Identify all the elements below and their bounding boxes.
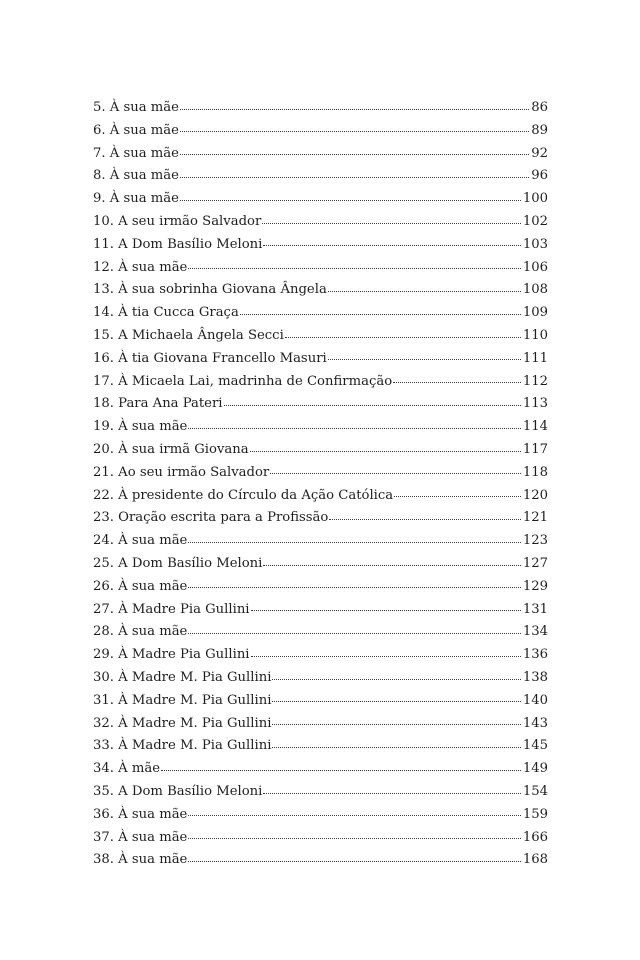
toc-entry-page-number: 145 [522,738,548,754]
toc-entry [93,462,548,485]
toc-entry [93,690,548,713]
toc-entry-page-number: 103 [522,236,548,252]
toc-entry-page-number: 111 [522,350,548,366]
toc-entry-page-number: 168 [522,852,548,868]
toc-entry-page-number: 121 [522,510,548,526]
toc-entry-title: 18. Para Ana Pateri [93,396,223,412]
dot-leader [188,417,520,430]
toc-entry-title: 19. À sua mãe [93,419,188,435]
toc-entry [93,781,548,804]
toc-entry-page-number: 89 [531,122,548,138]
dot-leader [263,554,520,567]
toc-entry-page-number: 149 [522,761,548,777]
dot-leader [188,577,520,590]
dot-leader [393,371,521,384]
toc-entry [93,713,548,736]
toc-entry-page-number: 154 [522,783,548,799]
toc-entry [93,644,548,667]
toc-entry-title: 15. A Michaela Ângela Secci [93,327,284,343]
toc-entry-page-number: 113 [522,396,548,412]
toc-entry-page-number: 134 [522,624,548,640]
dot-leader [224,394,521,407]
toc-entry [93,599,548,622]
toc-entry-page-number: 108 [522,282,548,298]
toc-entry [93,849,548,872]
toc-entry [93,302,548,325]
toc-entry [93,234,548,257]
dot-leader [328,280,521,293]
table-of-contents [93,97,548,872]
toc-entry-title: 17. À Micaela Lai, madrinha de Confirmação [93,373,393,389]
toc-entry [93,257,548,280]
toc-entry [93,416,548,439]
toc-entry-title: 20. À sua irmã Giovana [93,441,249,457]
toc-entry-title: 25. A Dom Basílio Meloni [93,555,263,571]
toc-entry [93,530,548,553]
toc-entry-page-number: 109 [522,305,548,321]
toc-entry-page-number: 114 [522,419,548,435]
toc-entry-page-number: 92 [531,145,548,161]
toc-entry-title: 21. Ao seu irmão Salvador [93,464,270,480]
toc-entry [93,120,548,143]
toc-entry-title: 38. À sua mãe [93,852,188,868]
toc-entry-page-number: 120 [522,487,548,503]
toc-entry [93,485,548,508]
toc-entry [93,188,548,211]
toc-entry-page-number: 136 [522,647,548,663]
toc-entry-title: 7. À sua mãe [93,145,179,161]
toc-entry [93,439,548,462]
toc-entry-page-number: 117 [522,441,548,457]
toc-entry-page-number: 131 [522,601,548,617]
toc-entry-title: 11. A Dom Basílio Meloni [93,236,263,252]
toc-entry-title: 5. À sua mãe [93,100,179,115]
toc-entry-title: 23. Oração escrita para a Profissão [93,510,329,526]
toc-entry-title: 9. À sua mãe [93,191,179,207]
dot-leader [285,326,521,339]
dot-leader [328,349,521,362]
toc-entry-title: 8. À sua mãe [93,168,179,184]
toc-entry-title: 33. À Madre M. Pia Gullini [93,738,272,754]
toc-entry-title: 10. A seu irmão Salvador [93,213,262,229]
toc-entry-title: 35. A Dom Basílio Meloni [93,783,263,799]
toc-entry [93,165,548,188]
dot-leader [180,98,529,111]
toc-entry [93,621,548,644]
toc-entry-title: 26. À sua mãe [93,578,188,594]
dot-leader [240,303,521,316]
toc-entry-title: 14. À tia Cucca Graça [93,305,239,321]
dot-leader [272,668,520,681]
toc-entry-title: 37. À sua mãe [93,829,188,845]
toc-entry [93,211,548,234]
toc-entry [93,667,548,690]
dot-leader [263,782,520,795]
toc-entry-page-number: 138 [522,669,548,685]
dot-leader [161,759,521,772]
toc-entry-page-number: 118 [522,464,548,480]
dot-leader [180,166,529,179]
toc-entry-page-number: 123 [522,533,548,549]
toc-entry-title: 6. À sua mãe [93,122,179,138]
toc-entry [93,553,548,576]
dot-leader [180,189,521,202]
dot-leader [180,143,529,156]
toc-entry-title: 27. À Madre Pia Gullini [93,601,250,617]
toc-entry-title: 30. À Madre M. Pia Gullini [93,669,272,685]
toc-entry-title: 16. À tia Giovana Francello Masuri [93,350,327,366]
toc-entry-title: 32. À Madre M. Pia Gullini [93,715,272,731]
dot-leader [180,121,529,134]
toc-entry-page-number: 106 [522,259,548,275]
toc-entry-page-number: 129 [522,578,548,594]
dot-leader [250,440,521,453]
dot-leader [188,827,520,840]
toc-entry-page-number: 102 [522,213,548,229]
toc-entry [93,827,548,850]
toc-entry [93,371,548,394]
toc-entry [93,393,548,416]
toc-entry-title: 36. À sua mãe [93,806,188,822]
toc-entry-title: 24. À sua mãe [93,533,188,549]
toc-entry-page-number: 96 [531,168,548,184]
dot-leader [272,713,520,726]
toc-entry-title: 34. À mãe [93,761,161,777]
dot-leader [188,531,520,544]
dot-leader [188,257,520,270]
dot-leader [262,212,521,225]
toc-entry-title: 28. À sua mãe [93,624,188,640]
toc-entry [93,97,548,120]
toc-entry [93,758,548,781]
toc-entry [93,804,548,827]
toc-entry-title: 29. À Madre Pia Gullini [93,647,250,663]
toc-entry-title: 22. À presidente do Círculo da Ação Católica [93,487,394,503]
toc-entry [93,735,548,758]
toc-entry-page-number: 159 [522,806,548,822]
toc-entry-page-number: 86 [531,100,548,115]
toc-entry-page-number: 112 [522,373,548,389]
toc-entry [93,325,548,348]
dot-leader [394,485,521,498]
toc-entry [93,279,548,302]
dot-leader [188,805,520,818]
toc-entry-title: 31. À Madre M. Pia Gullini [93,692,272,708]
toc-entry-page-number: 100 [522,191,548,207]
dot-leader [329,508,521,521]
toc-entry-page-number: 143 [522,715,548,731]
dot-leader [270,463,521,476]
toc-entry-page-number: 110 [522,327,548,343]
toc-entry-page-number: 127 [522,555,548,571]
dot-leader [263,235,520,248]
dot-leader [251,645,521,658]
dot-leader [251,599,521,612]
toc-entry [93,348,548,371]
dot-leader [188,850,520,863]
dot-leader [272,691,520,704]
dot-leader [272,736,520,749]
toc-entry-title: 13. À sua sobrinha Giovana Ângela [93,282,327,298]
toc-entry [93,143,548,166]
dot-leader [188,622,520,635]
toc-entry-page-number: 166 [522,829,548,845]
toc-entry-page-number: 140 [522,692,548,708]
toc-entry [93,507,548,530]
toc-entry-title: 12. À sua mãe [93,259,188,275]
toc-entry [93,576,548,599]
